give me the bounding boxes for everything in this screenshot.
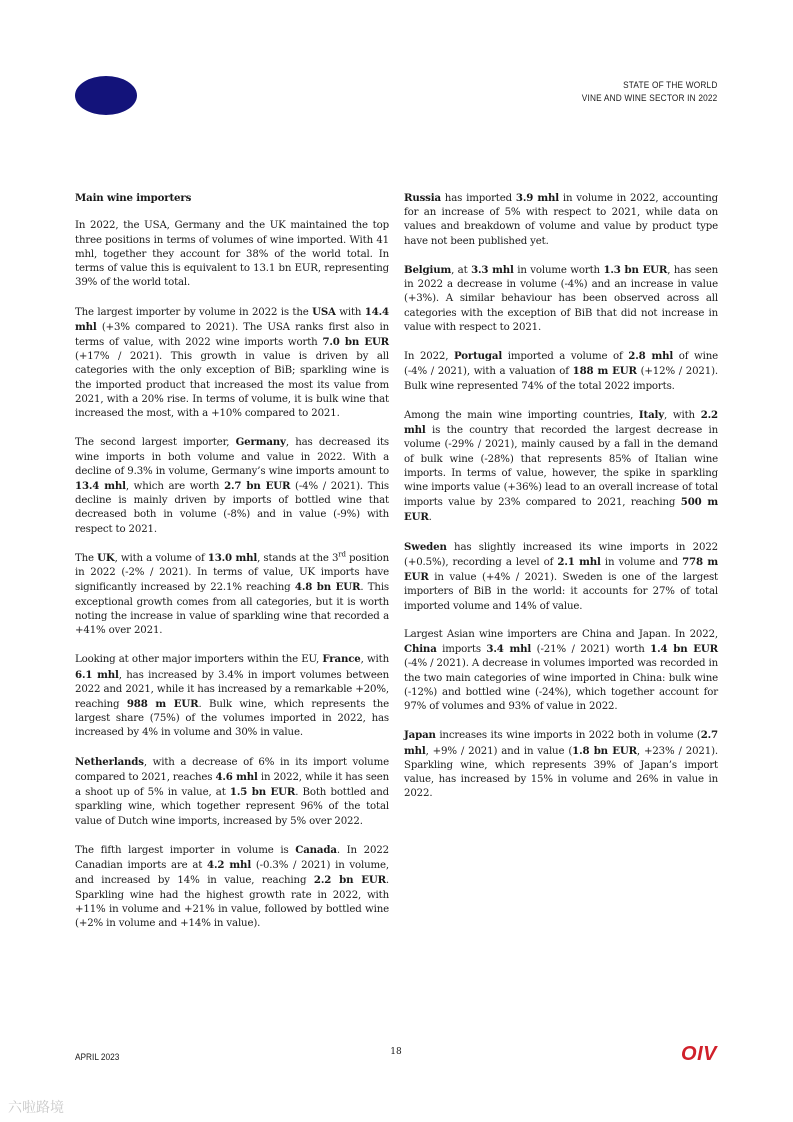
paragraph-china: Largest Asian wine importers are China and Japan. In 2022, China imports 3.4 mhl (-21% / 2021) worth 1.4 bn EUR (-4% / 2021). A decrease in volumes imported was recorded in the two main categories of wine imported in China: bulk wine (-12%) and bottled wine (-24%), which together account for 97% of volumes and 93% of value in 2022. bbox=[404, 629, 718, 713]
paragraph-uk: The UK, with a volume of 13.0 mhl, stands at the 3rd position in 2022 (-2% / 2021). In terms of value, UK imports have significantly increased by 22.1% reaching 4.8 bn EUR. This exceptional growth comes from all categories, but it is worth noting the increase in value of sparkling wine that recorded a +41% over 2021. bbox=[75, 550, 390, 637]
watermark: 六啦路境 bbox=[8, 1100, 64, 1116]
paragraph-netherlands: Netherlands, with a decrease of 6% in its import volume compared to 2021, reaches 4.6 mhl in 2022, while it has seen a shoot up of 5% in value, at 1.5 bn EUR. Both bottled and sparkling wine, which together represent 96% of the total value of Dutch wine imports, increased by 5% over 2022. bbox=[75, 755, 390, 827]
paragraph-belgium: Belgium, at 3.3 mhl in volume worth 1.3 bn EUR, has seen in 2022 a decrease in volume (-4%) and an increase in value (+3%). A similar behaviour has been observed across all categories with the exception of BiB that did not increase in value with respect to 2021. bbox=[404, 264, 718, 333]
document-header bbox=[581, 79, 717, 105]
paragraph-sweden: Sweden has slightly increased its wine imports in 2022 (+0.5%), recording a level of 2.1 mhl in volume and 778 m EUR in value (+4% / 2021). Sweden is one of the largest importers of BiB in the world: it accounts for 27% of total imported volume and 14% of value. bbox=[404, 540, 719, 612]
paragraph-canada: The fifth largest importer in volume is Canada. In 2022 Canadian imports are at 4.2 mhl (-0.3% / 2021) in volume, and increased by 14% in value, reaching 2.2 bn EUR. Sparkling wine had the highest growth rate in 2022, with +11% in volume and +21% in value, followed by bottled wine (+2% in volume and +14% in value). bbox=[75, 844, 389, 930]
logo-oval bbox=[75, 76, 137, 115]
header-line-1: STATE OF THE WORLD bbox=[622, 80, 717, 90]
footer-date: APRIL 2023 bbox=[75, 1052, 120, 1062]
paragraph-france: Looking at other major importers within the EU, France, with 6.1 mhl, has increased by 3.4% in import volumes between 2022 and 2021, while it has increased by a remarkable +20%, reaching 988 m EUR. Bulk wine, which represents the largest share (75%) of the volumes imported in 2022, has increased by 4% in volume and 30% in value. bbox=[75, 653, 390, 739]
paragraph-italy: Among the main wine importing countries, Italy, with 2.2 mhl is the country that recorded the largest decrease in volume (-29% / 2021), mainly caused by a fall in the demand of bulk wine (-28%) that represents 85% of Italian wine imports. In terms of value, however, the spike in sparkling wine imports value (+36%) lead to an overall increase of total imports value by 23% compared to 2021, reaching 500 m EUR. bbox=[404, 409, 719, 524]
paragraph-germany: The second largest importer, Germany, has decreased its wine imports in both volume and value in 2022. With a decline of 9.3% in volume, Germany’s wine imports amount to 13.4 mhl, which are worth 2.7 bn EUR (-4% / 2021). This decline is mainly driven by imports of bottled wine that decreased both in volume (-8%) and in value (-9%) with respect to 2021. bbox=[75, 436, 389, 535]
section-heading: Main wine importers bbox=[75, 192, 192, 204]
page-number: 18 bbox=[390, 1047, 402, 1057]
paragraph-russia: Russia has imported 3.9 mhl in volume in 2022, accounting for an increase of 5% with respect to 2021, while data on values and breakdown of volume and value by product type have not been published yet. bbox=[404, 192, 718, 247]
header-line-2: VINE AND WINE SECTOR IN 2022 bbox=[581, 93, 717, 103]
paragraph-portugal: In 2022, Portugal imported a volume of 2.8 mhl of wine (-4% / 2021), with a valuation of 188 m EUR (+12% / 2021). Bulk wine represented 74% of the total 2022 imports. bbox=[404, 350, 718, 392]
paragraph-intro: In 2022, the USA, Germany and the UK maintained the top three positions in terms of volumes of wine imported. With 41 mhl, together they account for 38% of the world total. In terms of value this is equivalent to 13.1 bn EUR, representing 39% of the world total. bbox=[75, 220, 389, 289]
paragraph-usa: The largest importer by volume in 2022 is the USA with 14.4 mhl (+3% compared to 2021). The USA ranks first also in terms of value, with 2022 wine imports worth 7.0 bn EUR (+17% / 2021). This growth in value is driven by all categories with the only exception of BiB; sparkling wine is the imported product that increased the most its value from 2021, with a 20% rise. In terms of volume, it is bulk wine that increased the most, with a +10% compared to 2021. bbox=[75, 305, 389, 420]
right-column bbox=[404, 191, 718, 816]
left-column bbox=[75, 191, 389, 945]
oiv-logo: OIV bbox=[681, 1043, 717, 1065]
paragraph-japan: Japan increases its wine imports in 2022 both in volume (2.7 mhl, +9% / 2021) and in value (1.8 bn EUR, +23% / 2021). Sparkling wine, which represents 39% of Japan’s import value, has increased by 15% in volume and 26% in value in 2022. bbox=[404, 729, 718, 800]
